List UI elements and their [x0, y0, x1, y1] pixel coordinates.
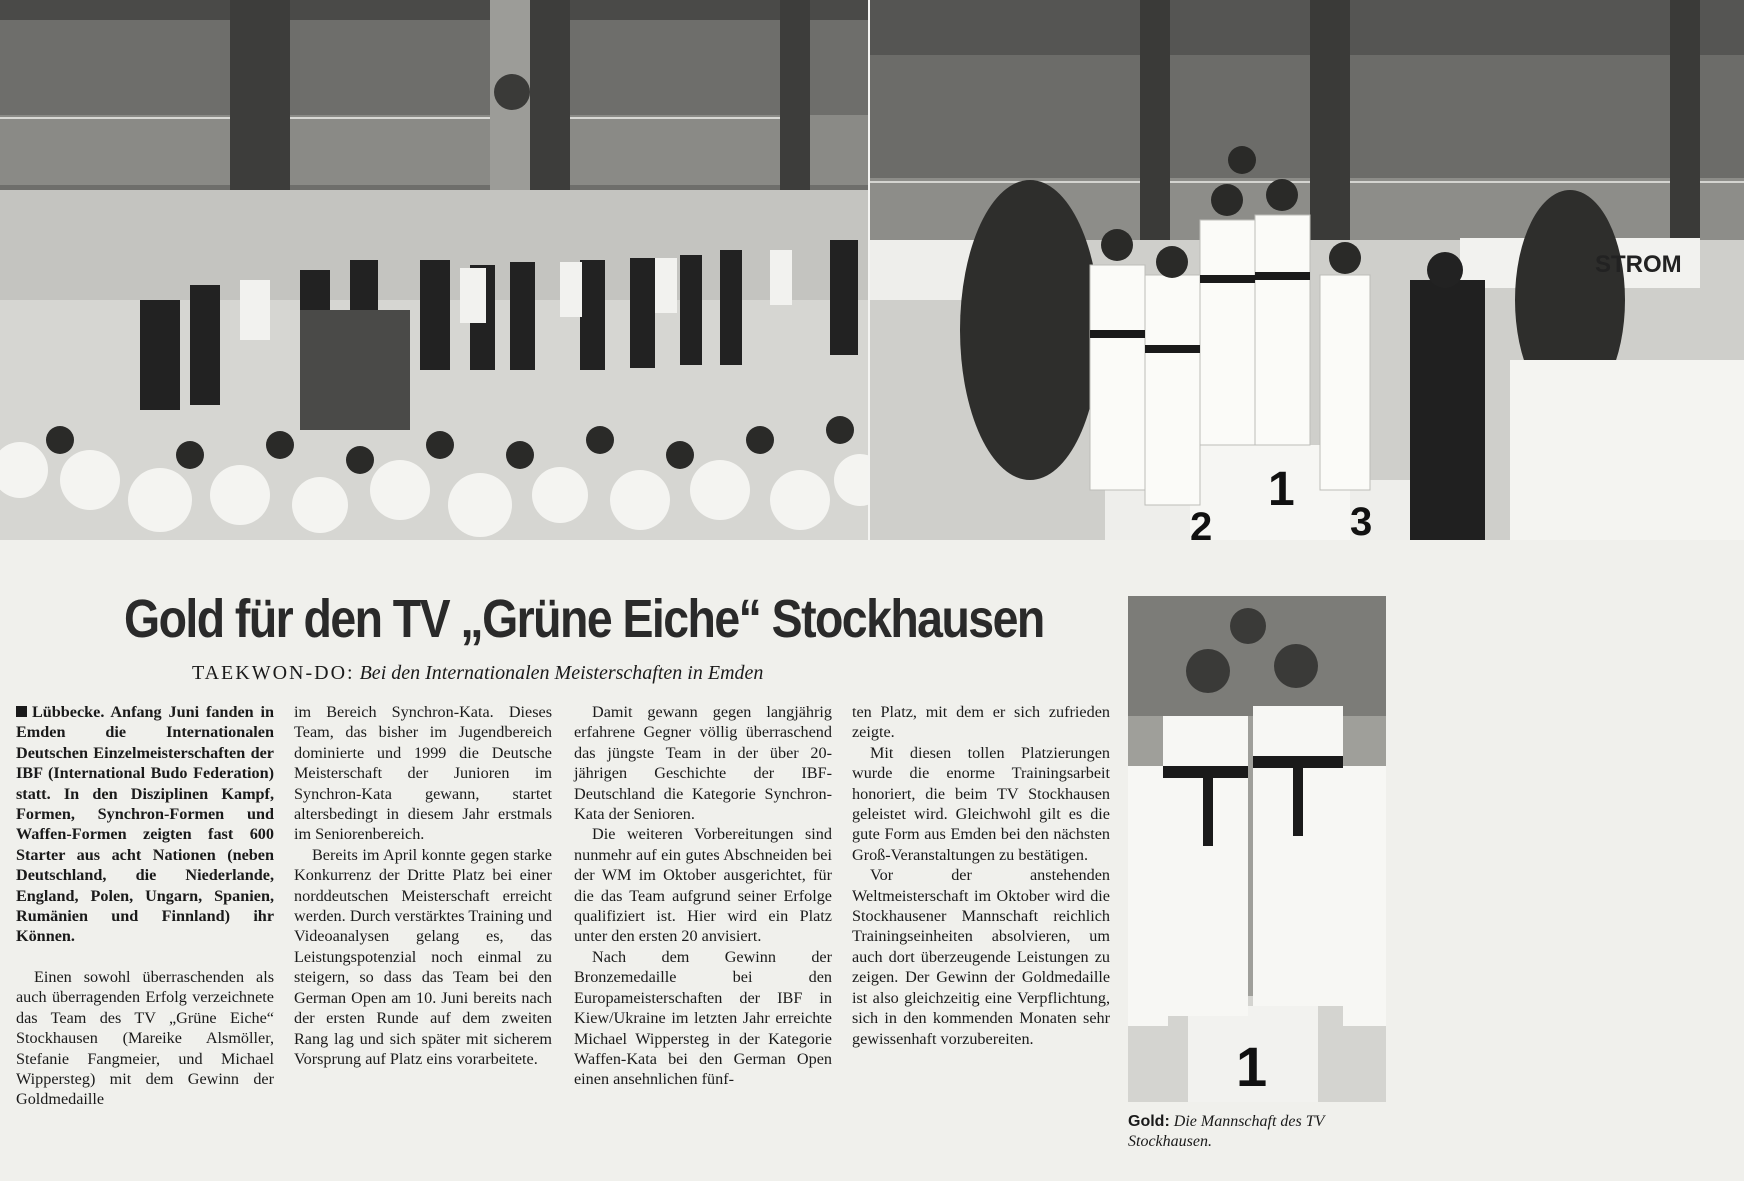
article-paragraph: Vor der anstehenden Weltmeisterschaft im Oktober wird die Stockhausener Mannschaft reichlich Trainingseinheiten absolvieren, um auch dort überzeugende Leistungen zu zeigen. Der Gewinn der Goldmedaille ist also gleichzeitig eine Verpflichtung, sich in den kommenden Monaten sehr gewissenhaft vorzubereiten.	[852, 866, 1110, 1048]
podium-number-1: 1	[1268, 463, 1295, 516]
article-deck: Bei den Internationalen Meisterschaften in Emden	[359, 662, 764, 684]
podium-number-2: 2	[1190, 505, 1213, 540]
article-headline: Gold für den TV „Grüne Eiche“ Stockhausen	[124, 589, 1044, 649]
banner-text: STROM	[1595, 251, 1682, 278]
article-column-3	[574, 702, 832, 1090]
team-photo	[1128, 596, 1386, 1102]
caption-text: Die Mannschaft des TV Stockhausen.	[1128, 1113, 1325, 1150]
ceremony-photo-icon	[0, 0, 868, 540]
article-column-2	[294, 702, 552, 1069]
ceremony-photo	[0, 0, 868, 540]
article-paragraph: Mit diesen tollen Platzierungen wurde die enorme Trainingsarbeit honoriert, die beim TV Stockhausen geleistet wird. Gleichwohl gilt es die gute Form aus Emden bei den nächsten Groß-Veranstaltungen zu bestätigen.	[852, 743, 1110, 864]
podium-number-3: 3	[1350, 500, 1373, 540]
article-paragraph: Nach dem Gewinn der Bronzemedaille bei den Europameisterschaften der IBF in Kiew/Ukraine im letzten Jahr erreichte Michael Wippersteg in der Kategorie Waffen-Kata bei den German Open einen ansehnlichen fünf-	[574, 947, 832, 1089]
podium-number: 1	[1236, 1035, 1268, 1098]
podium-photo-icon	[870, 0, 1744, 540]
team-photo-icon	[1128, 596, 1386, 1102]
article-column-1	[16, 702, 274, 1110]
article-paragraph: Die weiteren Vorbereitungen sind nunmehr auf ein gutes Abschneiden bei der WM im Oktober ausgerichtet, für die das Team aufgrund seiner Erfolge qualifiziert ist. Hier wird ein Platz unter den ersten 20 anvisiert.	[574, 825, 832, 946]
caption-lead: Gold:	[1128, 1113, 1170, 1130]
article-column-4	[852, 702, 1110, 1049]
article-lead-paragraph	[16, 702, 274, 947]
article-kicker: TAEKWON-DO:	[192, 662, 355, 684]
article-paragraph: Bereits im April konnte gegen starke Konkurrenz der Dritte Platz bei einer norddeutschen Meisterschaft erreicht werden. Durch verstärktes Training und Videoanalysen gelang es, das Leistungspotenzial noch einmal zu steigern, so dass das Team bei den German Open am 10. Juni bereits nach der ersten Runde auf dem zweiten Rang lag und sich später mit sicherem Vorsprung auf Platz eins vorarbeitete.	[294, 845, 552, 1068]
article-subline	[192, 662, 763, 685]
article-paragraph: Damit gewann gegen langjährig erfahrene Gegner völlig überraschend das jüngste Team in der über 20-jährigen Geschichte der IBF-Deutschland die Kategorie Synchron-Kata der Senioren.	[574, 703, 832, 824]
article-paragraph: ten Platz, mit dem er sich zufrieden zeigte.	[852, 703, 1110, 742]
article-paragraph: im Bereich Synchron-Kata. Dieses Team, das bisher im Jugendbereich dominierte und 1999 die Deutsche Meisterschaft der Junioren im Synchron-Kata gewann, startet altersbedingt in diesem Jahr erstmals im Seniorenbereich.	[294, 703, 552, 844]
podium-photo	[870, 0, 1744, 540]
photo-caption	[1128, 1112, 1386, 1152]
article-paragraph: Einen sowohl überraschenden als auch überragenden Erfolg verzeichnete das Team des TV „Grüne Eiche“ Stockhausen (Mareike Alsmöller, Stefanie Fangmeier, und Michael Wippersteg) mit dem Gewinn der Goldmedaille	[16, 967, 274, 1109]
square-bullet-icon	[16, 706, 27, 717]
article-lead-text: Lübbecke. Anfang Juni fanden in Emden die Internationalen Deutschen Einzelmeisterschaften der IBF (International Budo Federation) statt. In den Disziplinen Kampf, Formen, Synchron-Formen und Waffen-Formen zeigten fast 600 Starter aus acht Nationen (neben Deutschland, die Niederlande, England, Polen, Ungarn, Spanien, Rumänien und Finnland) ihr Können.	[16, 703, 274, 946]
